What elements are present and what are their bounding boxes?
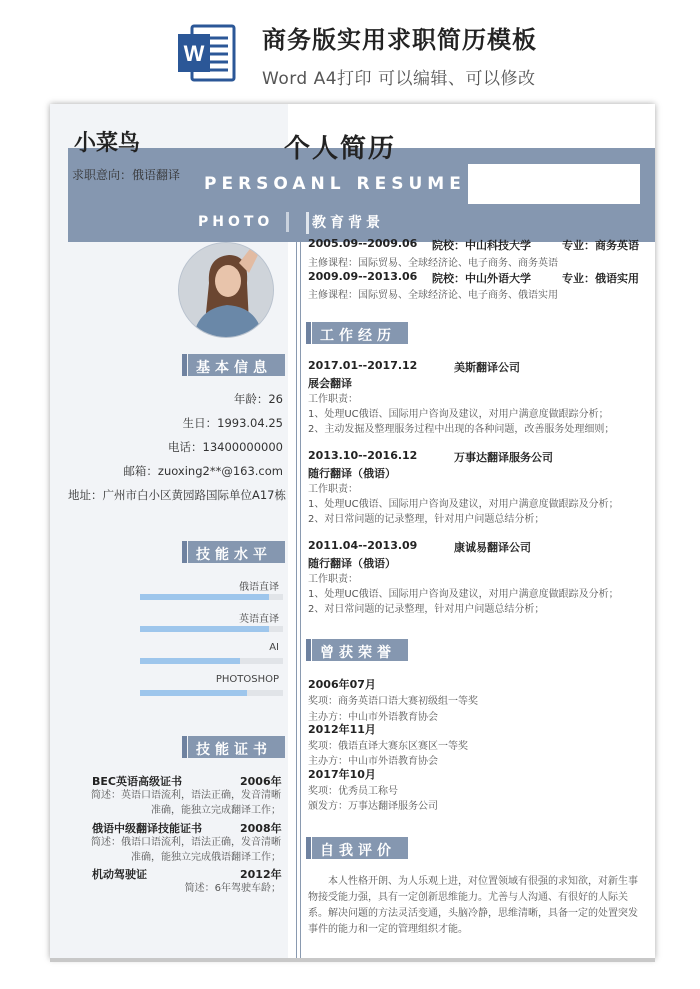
work-role: 展会翻译 [308,377,352,390]
edu-period: 2009.09--2013.06 [308,270,418,283]
work-company: 万事达翻译服务公司 [454,451,553,464]
skills-marker [182,541,187,563]
work-heading: 工作经历 [312,322,408,344]
cert-title: BEC英语高级证书 [92,775,182,788]
cert-year: 2012年 [240,868,282,881]
person-photo-icon [179,243,274,338]
avatar [178,242,274,338]
cert-desc: 简述：英语口语流利，语法正确，发音清晰 准确，能独立完成翻译工作； [91,790,281,816]
honor-date: 2012年11月 [308,723,376,736]
honor-org: 主办方：中山市外语教育协会 [308,712,438,723]
skill-name: 英语直译 [239,614,279,625]
skill-fill [140,690,247,696]
skill-bar [140,690,283,696]
basic-info-heading: 基本信息 [188,354,285,376]
skill-name: PHOTOSHOP [215,674,279,685]
skill-bar [140,626,283,632]
skill-name: AI [269,642,279,653]
skill-bar [140,594,283,600]
basic-info-marker [182,354,187,376]
resume-title-cn: 个人简历 [284,134,397,164]
work-period: 2017.01--2017.12 [308,359,418,372]
skill-name: 俄语直译 [239,582,279,593]
info-email: 邮箱：zuoxing2**@163.com [123,464,283,478]
certs-heading: 技能证书 [188,736,285,758]
cert-desc: 简述：俄语口语流利，语法正确，发音清晰 准确，能独立完成俄语翻译工作； [91,837,281,863]
work-role: 随行翻译（俄语） [308,467,396,480]
edu-courses: 主修课程：国际贸易、全球经济论、电子商务、商务英语 [308,258,558,269]
edu-period: 2005.09--2009.06 [308,237,418,250]
edu-marker [306,212,309,234]
honors-heading: 曾获荣誉 [312,639,408,661]
cert-year: 2006年 [240,775,282,788]
honor-date: 2017年10月 [308,768,376,781]
work-company: 美斯翻译公司 [454,361,520,374]
promo-subtitle: Word A4打印 可以编辑、可以修改 [262,69,536,89]
divider-line-left [296,242,297,959]
edu-school: 院校：中山科技大学 [432,239,531,252]
page-shadow [50,958,655,962]
promo-header [0,0,700,100]
skills-heading: 技能水平 [188,541,285,563]
resume-title-en: PERSOANL RESUME [204,174,466,194]
info-birth: 生日：1993.04.25 [182,416,283,430]
info-age: 年龄：26 [233,392,283,406]
work-period: 2013.10--2016.12 [308,449,418,462]
self-eval-marker [306,837,311,859]
info-phone: 电话：13400000000 [168,440,283,454]
honor-org: 颁发方：万事达翻译服务公司 [308,801,438,812]
divider-line-right [300,242,301,959]
honor-award: 奖项：优秀员工称号 [308,786,398,797]
edu-school: 院校：中山外语大学 [432,272,531,285]
skill-bar [140,658,283,664]
word-document-icon [176,22,238,84]
word-icon-letter: W [183,41,205,66]
work-period: 2011.04--2013.09 [308,539,418,552]
work-company: 康诚易翻译公司 [454,541,531,554]
candidate-name: 小菜鸟 [74,131,141,156]
edu-major: 专业：商务英语 [562,239,639,252]
edu-major: 专业：俄语实用 [562,272,639,285]
work-duty-label: 工作职责： [308,574,358,585]
certs-marker [182,736,187,758]
skill-fill [140,594,269,600]
cert-title: 俄语中级翻译技能证书 [92,822,202,835]
resume-page [50,104,655,959]
work-duty: 2、对日常问题的记录整理，针对用户问题总结分析； [308,514,545,525]
skill-fill [140,658,240,664]
education-heading: 教育背景 [312,215,384,231]
work-role: 随行翻译（俄语） [308,557,396,570]
info-address: 地址：广州市白小区黄园路国际单位A17栋 [68,488,286,502]
banner-separator [286,212,289,232]
work-duty: 2、对日常问题的记录整理，针对用户问题总结分析； [308,604,545,615]
work-duty: 2、主动发掘及整理服务过程中出现的各种问题，改善服务处理细则； [308,424,615,435]
honor-date: 2006年07月 [308,678,376,691]
edu-courses: 主修课程：国际贸易、全球经济论、电子商务、俄语实用 [308,290,558,301]
photo-label: PHOTO [198,214,274,230]
honor-org: 主办方：中山市外语教育协会 [308,756,438,767]
promo-title: 商务版实用求职简历模板 [262,26,537,54]
honors-marker [306,639,311,661]
work-duty: 1、处理UC俄语、国际用户咨询及建议，对用户满意度做跟踪分析； [308,409,609,420]
banner-blank-box [468,164,640,204]
work-marker [306,322,311,344]
job-intent: 求职意向：俄语翻译 [72,168,181,182]
cert-title: 机动驾驶证 [92,868,147,881]
self-eval-text: 本人性格开朗、为人乐观上进，对位置领域有很强的求知欲，对新生事物接受能力强，具有一定创新思维能力。尤善与人沟通、有很好的人际关系。解决问题的方法灵活变通，头脑冷静，思维清晰，具备一定的处置突发事件的能力和一定的管理组织才能。 [308,876,638,935]
honor-award: 奖项：商务英语口语大赛初级组一等奖 [308,696,478,707]
work-duty: 1、处理UC俄语、国际用户咨询及建议，对用户满意度做跟踪及分析； [308,589,619,600]
cert-desc: 简述：6年驾驶车龄； [184,883,281,894]
work-duty-label: 工作职责： [308,484,358,495]
cert-year: 2008年 [240,822,282,835]
honor-award: 奖项：俄语直译大赛东区赛区一等奖 [308,741,468,752]
work-duty: 1、处理UC俄语、国际用户咨询及建议，对用户满意度做跟踪及分析； [308,499,619,510]
self-eval-heading: 自我评价 [312,837,408,859]
skill-fill [140,626,269,632]
work-duty-label: 工作职责： [308,394,358,405]
